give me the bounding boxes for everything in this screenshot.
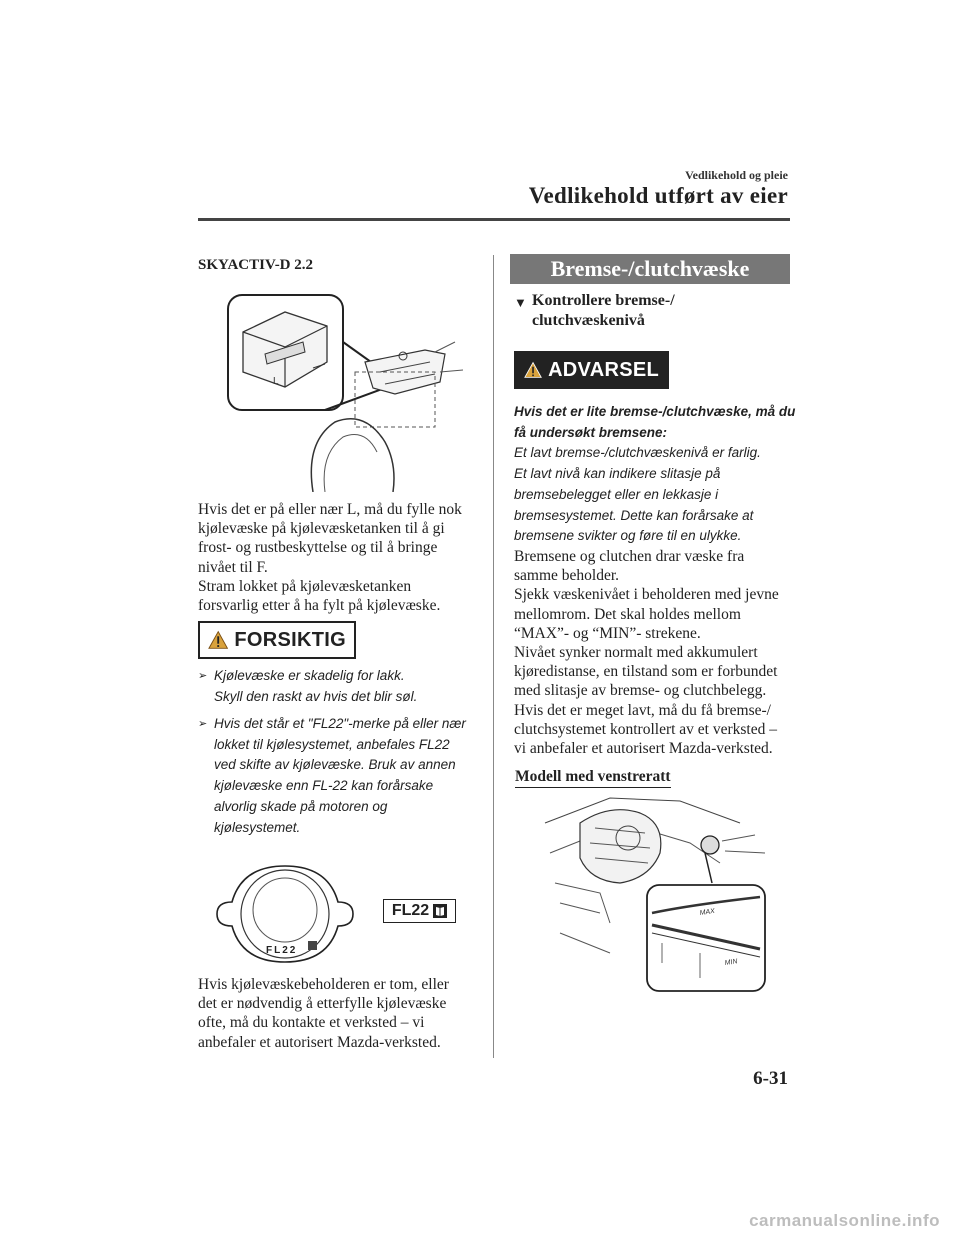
column-divider — [493, 255, 494, 1058]
brake-fluid-paragraph: Bremsene og clutchen drar væske fra samme beholder. Sjekk væskenivået i beholderen med jevne mellomrom. Det skal holdes mellom “MAX”- og “MIN”- strekene. Nivået synker normalt med akkumulert kjøredistanse, en tilstand som er forbundet med slitasje av bremse- og clutchbelegg. Hvis det er meget lavt, må du få bremse-/ clutchsystemet kontrollert av et verksted – vi anbefaler et autorisert Mazda-verksted. — [514, 548, 779, 758]
svg-text:L: L — [273, 376, 279, 387]
cap-mark: FL22 — [266, 945, 298, 956]
caution-bullet-1: ➢ Kjølevæske er skadelig for lakk. Skyll den raskt av hvis det blir søl. — [198, 666, 417, 707]
page-title: Vedlikehold utført av eier — [528, 183, 788, 208]
caution-label: FORSIKTIG — [234, 628, 346, 651]
manual-book-icon — [433, 904, 447, 918]
warning-triangle-icon — [524, 360, 542, 380]
header-rule — [198, 218, 790, 221]
subheading-check-level: ▼ Kontrollere bremse-/ clutchvæskenivå — [514, 292, 675, 329]
triangle-down-icon: ▼ — [514, 295, 527, 310]
min-mark: MIN — [724, 958, 738, 967]
section-title-skyactiv: SKYACTIV-D 2.2 — [198, 257, 314, 273]
caution-box — [198, 621, 356, 659]
arrow-bullet-icon: ➢ — [198, 670, 208, 682]
page-number: 6-31 — [753, 1068, 788, 1089]
fl22-badge: FL22 — [383, 899, 456, 923]
brake-reservoir-illustration — [540, 793, 770, 993]
coolant-refill-paragraph: Hvis det er på eller nær L, må du fylle nok kjølevæske på kjølevæsketanken til å gi frost- og rustbeskyttelse og til å bringe nivået til F. Stram lokket på kjølevæsketanken forsvarlig etter å ha fylt på kjølevæske. — [198, 501, 462, 615]
watermark: carmanualsonline.info — [749, 1211, 940, 1230]
caution-bullet-2: ➢ Hvis det står et "FL22"-merke på eller nær lokket til kjølesystemet, anbefales FL22 ved skifte av kjølevæske. Bruk av annen kjølevæske enn FL-22 kan forårsake alvorlig skade på motoren og kjølesystemet. — [198, 714, 466, 838]
arrow-bullet-icon: ➢ — [198, 718, 208, 730]
model-label: Modell med venstreratt — [515, 768, 671, 788]
chapter-label: Vedlikehold og pleie — [685, 168, 788, 182]
max-mark: MAX — [699, 907, 716, 917]
fl22-cap-illustration — [212, 862, 357, 967]
coolant-tank-illustration — [225, 292, 465, 492]
section-title-brake-fluid: Bremse-/clutchvæske — [510, 254, 790, 284]
warning-label: ADVARSEL — [548, 358, 659, 381]
warning-text: Hvis det er lite bremse-/clutchvæske, må du få undersøkt bremsene: Et lavt bremse-/clutchvæskenivå er farlig. Et lavt nivå kan indikere slitasje på bremsebelegget eller en lekkasje i bremsesystemet. Dette kan forårsake at bremsene svikter og føre til en ulykke. — [514, 404, 796, 544]
coolant-empty-paragraph: Hvis kjølevæskebeholderen er tom, eller det er nødvendig å etterfylle kjølevæske ofte, må du kontakte et verksted – vi anbefaler et autorisert Mazda-verksted. — [198, 976, 449, 1051]
warning-triangle-icon — [208, 630, 228, 650]
warning-box — [514, 351, 669, 389]
